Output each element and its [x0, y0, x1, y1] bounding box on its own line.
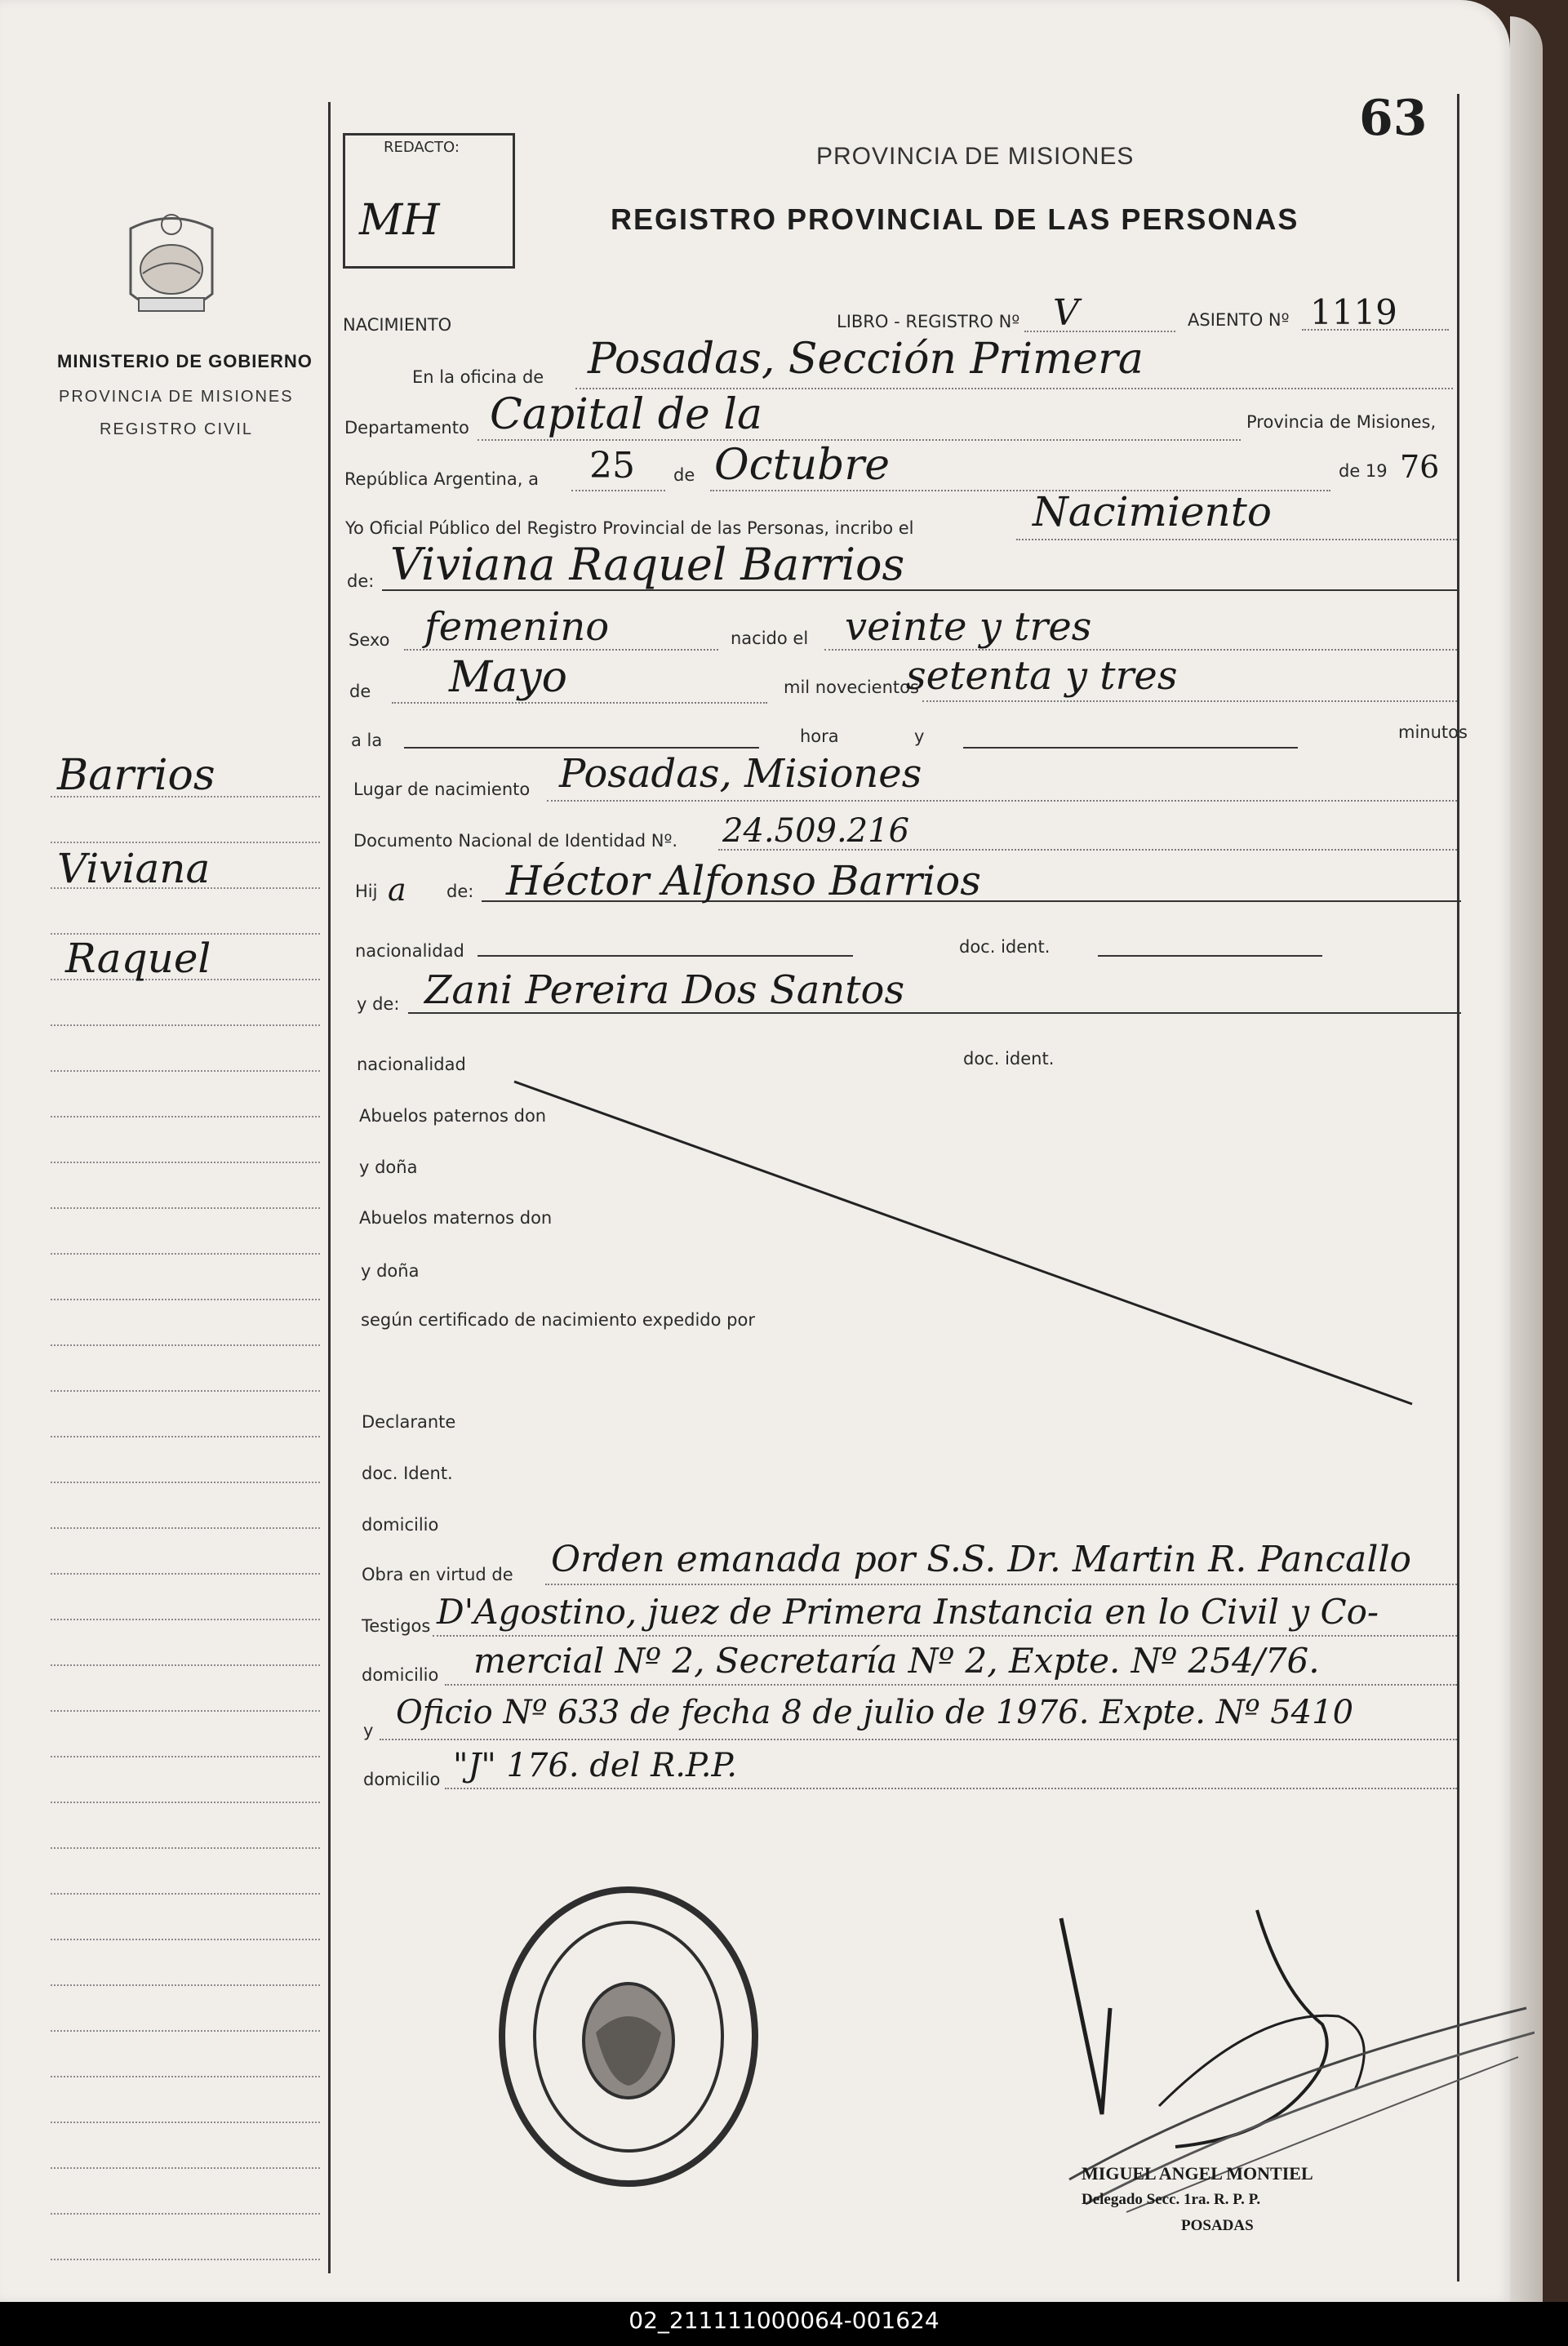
domicilio-1-label: domicilio	[362, 1515, 439, 1535]
mes-value: Octubre	[714, 441, 891, 490]
margin-ruled-line	[51, 1299, 320, 1300]
docid-1-label: doc. ident.	[959, 937, 1051, 957]
redacto-label: REDACTO:	[384, 139, 460, 156]
record-type-label: NACIMIENTO	[343, 315, 452, 335]
ala-label: a la	[351, 731, 383, 750]
madre-value: Zani Pereira Dos Santos	[424, 967, 905, 1013]
testigos-value: D'Agostino, juez de Primera Instancia en lo Civil y Co-	[437, 1592, 1379, 1632]
margin-ruled-line	[51, 1710, 320, 1712]
margin-ruled-line	[51, 1070, 320, 1072]
oficina-value: Posadas, Sección Primera	[588, 335, 1144, 384]
margin-ruled-line	[51, 2030, 320, 2032]
oficina-line	[575, 388, 1453, 389]
minutos-label: minutos	[1398, 722, 1468, 742]
official-name: MIGUEL ANGEL MONTIEL	[1082, 2163, 1313, 2184]
de3-label: de	[349, 682, 371, 701]
dia-line	[571, 490, 665, 491]
mes-nac-line	[392, 702, 767, 704]
obra-label: Obra en virtud de	[362, 1565, 513, 1584]
official-city: POSADAS	[1181, 2217, 1254, 2234]
margin-ruled-line	[51, 1162, 320, 1163]
testigos-line	[433, 1635, 1457, 1637]
anio-label: de 19	[1339, 461, 1388, 481]
sidebar-civil-registry: REGISTRO CIVIL	[100, 420, 254, 438]
margin-ruled-line	[51, 1847, 320, 1849]
margin-ruled-line	[51, 1207, 320, 1209]
margin-ruled-line	[51, 2076, 320, 2077]
margin-ruled-line	[51, 1756, 320, 1757]
nacionalidad-2-label: nacionalidad	[357, 1055, 466, 1074]
sexo-label: Sexo	[349, 630, 390, 650]
oficial-label: Yo Oficial Público del Registro Provincial de las Personas, incribo el	[345, 518, 914, 538]
nacionalidad-1-line	[478, 955, 853, 957]
de2-label: de:	[347, 571, 375, 591]
province-title: PROVINCIA DE MISIONES	[816, 143, 1135, 170]
domicilio-2-value: mercial Nº 2, Secretaría Nº 2, Expte. Nº 254/76.	[473, 1641, 1320, 1681]
hora-label: hora	[800, 726, 839, 746]
margin-ruled-line	[51, 2259, 320, 2260]
oficina-label: En la oficina de	[412, 367, 544, 387]
margin-ruled-line	[51, 2122, 320, 2123]
republica-label: República Argentina, a	[344, 469, 539, 489]
docid-1-line	[1098, 955, 1322, 957]
provincia-label: Provincia de Misiones,	[1246, 412, 1437, 432]
sidebar-name-2: Raquel	[65, 935, 211, 982]
margin-ruled-line	[51, 1984, 320, 1986]
margin-ruled-line	[51, 1436, 320, 1437]
anio-value: 76	[1400, 449, 1440, 485]
margin-ruled-line	[51, 2213, 320, 2215]
official-seal-stamp	[494, 1877, 763, 2196]
lugar-line	[547, 800, 1457, 802]
obra-line	[545, 1584, 1457, 1585]
domicilio-3-line	[445, 1788, 1457, 1789]
lugar-label: Lugar de nacimiento	[353, 780, 531, 799]
de-label: de	[673, 465, 695, 485]
dni-label: Documento Nacional de Identidad Nº.	[353, 831, 678, 851]
padre-value: Héctor Alfonso Barrios	[506, 857, 981, 904]
margin-ruled-line	[51, 1664, 320, 1666]
registry-title: REGISTRO PROVINCIAL DE LAS PERSONAS	[611, 202, 1299, 236]
yde-label: y de:	[357, 994, 400, 1014]
margin-ruled-line	[51, 1939, 320, 1940]
nacido-label: nacido el	[731, 629, 809, 648]
nacido-value: veinte y tres	[845, 604, 1092, 650]
declarante-label: Declarante	[362, 1412, 456, 1432]
docident-3-label: doc. Ident.	[362, 1464, 453, 1483]
obra-value: Orden emanada por S.S. Dr. Martin R. Pancallo	[551, 1539, 1412, 1580]
frame-left-line	[328, 102, 331, 2273]
margin-ruled-line	[51, 1527, 320, 1529]
y2-value: Oficio Nº 633 de fecha 8 de julio de 1976. Expte. Nº 5410	[396, 1694, 1354, 1731]
domicilio-2-label: domicilio	[362, 1665, 439, 1685]
libro-value: V	[1053, 292, 1079, 334]
libro-label: LIBRO - REGISTRO Nº	[837, 312, 1020, 331]
departamento-label: Departamento	[344, 418, 469, 438]
sidebar-province: PROVINCIA DE MISIONES	[59, 388, 294, 406]
margin-ruled-line	[51, 842, 320, 843]
dia-value: 25	[589, 445, 635, 487]
sexo-value: femenino	[424, 604, 610, 650]
sidebar-name-1: Viviana	[57, 845, 211, 892]
asiento-value: 1119	[1310, 292, 1397, 332]
hora-line	[404, 747, 759, 749]
coat-of-arms-emblem	[114, 204, 229, 335]
margin-ruled-line	[51, 1390, 320, 1392]
departamento-value: Capital de la	[490, 390, 762, 439]
mes-nac-value: Mayo	[449, 653, 567, 702]
anio-nac-value: setenta y tres	[906, 653, 1178, 699]
oficial-value: Nacimiento	[1033, 488, 1272, 535]
lugar-value: Posadas, Misiones	[559, 751, 922, 797]
official-role: Delegado Secc. 1ra. R. P. P.	[1082, 2191, 1261, 2208]
nacionalidad-1-label: nacionalidad	[355, 941, 464, 961]
file-id-label: 02_211111000064-001624	[629, 2307, 939, 2334]
hija-de-label: de:	[446, 882, 474, 901]
libro-line	[1024, 331, 1175, 332]
margin-ruled-line	[51, 1893, 320, 1895]
margin-ruled-line	[51, 1344, 320, 1346]
docid-2-label: doc. ident.	[963, 1049, 1055, 1069]
domicilio-2-line	[445, 1684, 1457, 1686]
segun-label: según certificado de nacimiento expedido por	[361, 1310, 755, 1330]
redacto-initials: MH	[359, 196, 440, 245]
dni-value: 24.509.216	[722, 812, 910, 850]
oficial-line	[1016, 539, 1457, 540]
hija-label: Hij	[355, 882, 378, 901]
margin-ruled-line	[51, 1482, 320, 1483]
strike-through-line	[506, 1069, 1420, 1412]
y2-line	[380, 1739, 1457, 1740]
ydona-2-label: y doña	[361, 1261, 420, 1281]
domicilio-3-value: "J" 176. del R.P.P.	[453, 1747, 737, 1784]
margin-ruled-line	[51, 2167, 320, 2169]
nombre-value: Viviana Raquel Barrios	[390, 539, 905, 590]
abuelos-paternos-label: Abuelos paternos don	[359, 1106, 547, 1126]
page-number: 63	[1359, 90, 1428, 147]
minutos-line	[963, 747, 1298, 749]
domicilio-3-label: domicilio	[363, 1770, 441, 1789]
testigos-label: Testigos	[362, 1616, 431, 1636]
margin-ruled-line	[51, 1116, 320, 1117]
hija-suffix: a	[388, 872, 406, 908]
anio-nac-line	[922, 700, 1457, 702]
ministry-title: MINISTERIO DE GOBIERNO	[57, 351, 313, 371]
mil-label: mil novecientos	[784, 678, 919, 697]
margin-ruled-line	[51, 1253, 320, 1255]
margin-ruled-line	[51, 1619, 320, 1620]
asiento-label: ASIENTO Nº	[1188, 310, 1290, 330]
ydona-1-label: y doña	[359, 1157, 418, 1177]
y2-label: y	[363, 1721, 374, 1740]
y-label: y	[914, 726, 925, 746]
abuelos-maternos-label: Abuelos maternos don	[359, 1208, 553, 1228]
margin-ruled-line	[51, 1802, 320, 1803]
sidebar-surname: Barrios	[57, 751, 215, 800]
margin-ruled-line	[51, 1024, 320, 1026]
margin-ruled-line	[51, 1573, 320, 1575]
